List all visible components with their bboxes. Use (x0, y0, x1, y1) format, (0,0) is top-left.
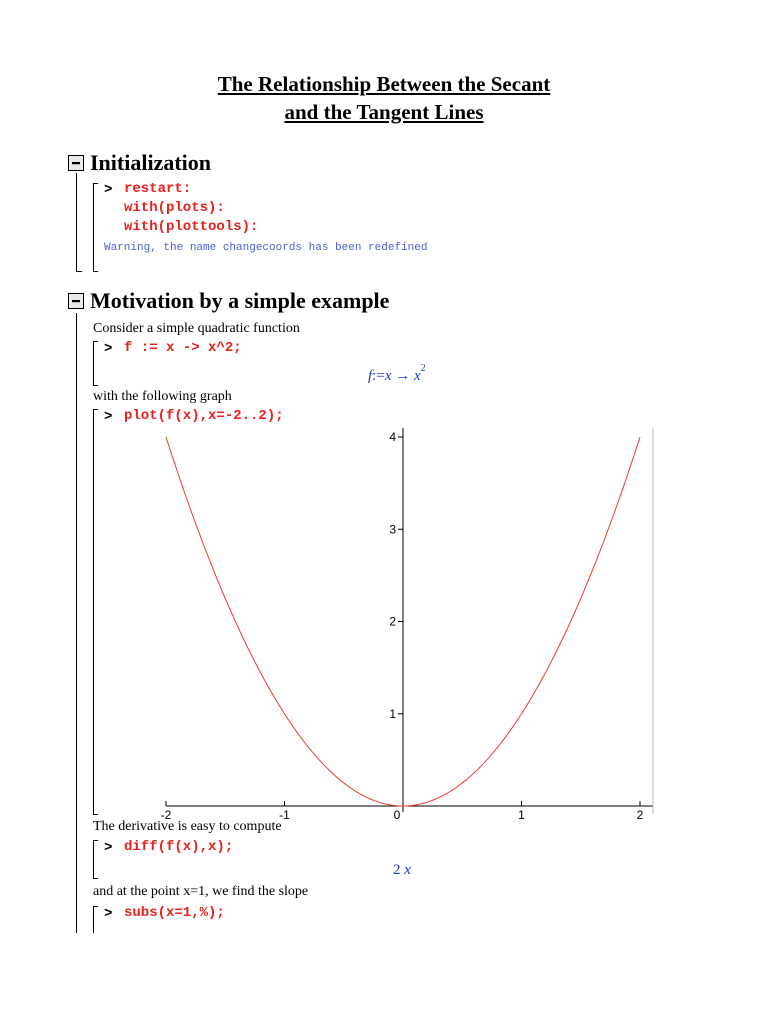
plot-curve (166, 437, 640, 806)
y-tick-label: 1 (389, 706, 396, 721)
group-bracket-top (93, 341, 98, 342)
input-prompt: > (104, 840, 113, 856)
section-title-initialization: Initialization (90, 150, 212, 175)
group-bracket-top (93, 906, 98, 907)
group-bracket-bottom (93, 878, 98, 879)
code-line[interactable]: restart: (124, 181, 192, 197)
group-bracket (93, 183, 94, 271)
section-header-motivation (68, 289, 389, 313)
input-prompt: > (104, 906, 113, 922)
warning-output: Warning, the name changecoords has been redefined (104, 242, 428, 254)
collapse-minus-icon[interactable] (68, 293, 84, 309)
group-bracket (93, 840, 94, 878)
code-line[interactable]: plot(f(x),x=-2..2); (124, 408, 284, 424)
x-tick-label: 2 (636, 808, 644, 822)
group-bracket-top (93, 840, 98, 841)
text-paragraph: Consider a simple quadratic function (93, 321, 300, 336)
group-bracket-top (93, 409, 98, 410)
code-line[interactable]: f := x -> x^2; (124, 340, 242, 356)
x-tick-label: 1 (518, 808, 525, 822)
y-tick-label: 4 (389, 430, 396, 444)
section-bracket-foot (76, 271, 82, 272)
group-bracket (93, 341, 94, 385)
group-bracket (93, 409, 94, 814)
output-math-function: f:=x → $x^2$ (368, 363, 426, 384)
output-math-derivative: 2 x (393, 862, 411, 878)
input-prompt: > (104, 182, 113, 198)
section-bracket (76, 173, 77, 271)
text-paragraph: with the following graph (93, 389, 232, 404)
input-prompt: > (104, 409, 113, 425)
code-line[interactable]: with(plots): (124, 200, 225, 216)
section-header-initialization (68, 151, 211, 175)
code-line[interactable]: diff(f(x),x); (124, 839, 234, 855)
text-paragraph: and at the point x=1, we find the slope (93, 884, 309, 899)
group-bracket-top (93, 183, 98, 184)
page-title-line-2: and the Tangent Lines (284, 100, 484, 124)
group-bracket-bottom (93, 814, 98, 815)
code-line[interactable]: subs(x=1,%); (124, 905, 225, 921)
page-title-line-1: The Relationship Between the Secant (217, 72, 551, 96)
input-prompt: > (104, 341, 113, 357)
x-tick-label: -1 (279, 808, 290, 822)
y-tick-label: 3 (389, 522, 396, 537)
group-bracket-bottom (93, 385, 98, 386)
collapse-minus-icon[interactable] (68, 155, 84, 171)
section-bracket (76, 313, 77, 933)
x-tick-label: 0 (393, 808, 401, 822)
x-tick-label: -2 (160, 808, 172, 822)
text-paragraph: The derivative is easy to compute (93, 819, 282, 834)
y-tick-label: 2 (389, 614, 396, 629)
group-bracket-bottom (93, 271, 98, 272)
group-bracket (93, 906, 94, 933)
section-title-motivation: Motivation by a simple example (90, 288, 390, 313)
code-line[interactable]: with(plottools): (124, 219, 259, 235)
